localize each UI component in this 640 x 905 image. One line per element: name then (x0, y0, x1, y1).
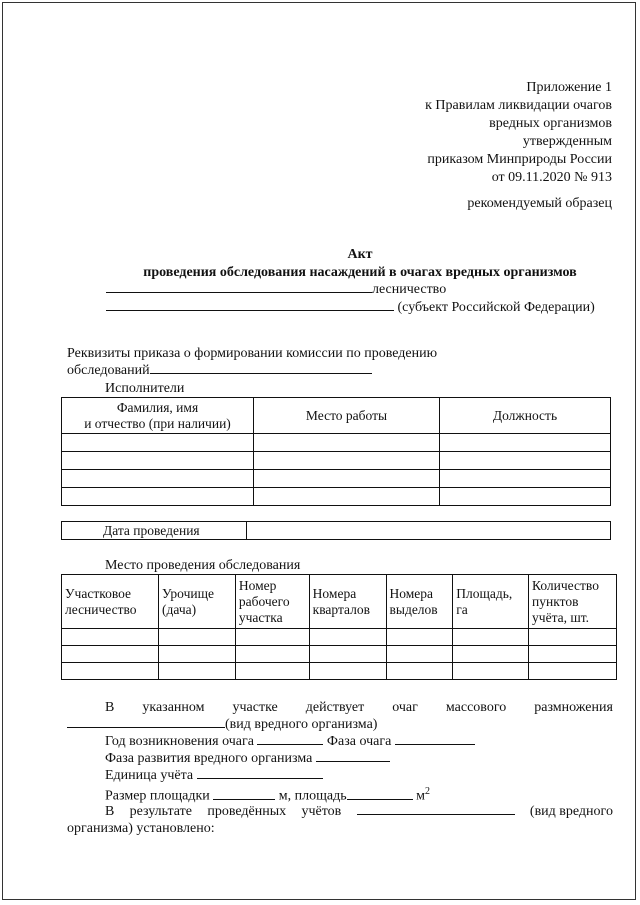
executors-table (61, 397, 611, 506)
header-line: утвержденным (522, 134, 612, 149)
table-row (62, 522, 611, 540)
text-word: размножения (534, 700, 613, 715)
text-word: действует (305, 700, 365, 715)
table-cell[interactable] (159, 646, 236, 663)
area-unit-sup: 2 (425, 786, 430, 797)
header-fullname (62, 398, 254, 434)
header-line: Приложение 1 (526, 80, 612, 95)
result-end: организма) установлено: (67, 821, 215, 836)
header-text: Фамилия, имя (116, 399, 199, 415)
year-label: Год возникновения очага (105, 734, 254, 749)
place-table (61, 574, 617, 680)
dev-phase-label: Фаза развития вредного организма (105, 751, 313, 766)
table-cell[interactable] (440, 452, 611, 470)
table-cell[interactable] (309, 663, 386, 680)
text-word: очаг (392, 700, 418, 715)
table-row (62, 488, 611, 506)
table-cell[interactable] (62, 488, 254, 506)
date-value-cell[interactable] (247, 522, 611, 540)
header-text: (дача) (162, 601, 197, 617)
subject-label: (субъект Российской Федерации) (397, 300, 595, 315)
requisites-blank[interactable] (150, 373, 372, 374)
header-district-forestry (62, 575, 159, 629)
table-cell[interactable] (62, 434, 254, 452)
text-word: В (105, 804, 115, 819)
header-text: га (456, 601, 468, 617)
table-cell[interactable] (254, 452, 440, 470)
table-cell[interactable] (453, 629, 529, 646)
table-cell[interactable] (529, 629, 617, 646)
date-label: Дата проведения (62, 522, 247, 540)
result-paragraph (105, 804, 613, 820)
table-row (62, 470, 611, 488)
table-cell[interactable] (440, 470, 611, 488)
plot-size-blank[interactable] (213, 799, 275, 800)
text-word: (вид вредного (529, 804, 613, 819)
header-text: Площадь, (456, 585, 513, 601)
phase-blank[interactable] (395, 744, 475, 745)
table-cell[interactable] (235, 663, 309, 680)
table-cell[interactable] (440, 434, 611, 452)
area-m-label: м, площадь (278, 788, 347, 804)
header-site-number (235, 575, 309, 629)
table-cell[interactable] (62, 452, 254, 470)
header-points-count (529, 575, 617, 629)
subject-line (106, 300, 595, 316)
table-cell[interactable] (309, 646, 386, 663)
organism-blank[interactable] (67, 727, 225, 728)
outbreak-paragraph (105, 700, 613, 716)
table-cell[interactable] (453, 646, 529, 663)
header-allotments (386, 575, 453, 629)
table-cell[interactable] (254, 488, 440, 506)
dev-phase-blank[interactable] (316, 761, 390, 762)
phase-label: Фаза очага (326, 734, 392, 749)
table-cell[interactable] (62, 663, 159, 680)
header-text: Номера (389, 585, 434, 601)
table-row (62, 452, 611, 470)
year-blank[interactable] (257, 744, 323, 745)
recommended-sample: рекомендуемый образец (467, 196, 612, 211)
table-cell[interactable] (159, 663, 236, 680)
header-tract (159, 575, 236, 629)
date-table (61, 521, 611, 540)
table-cell[interactable] (386, 629, 453, 646)
forestry-line (106, 282, 446, 298)
header-text: кварталов (312, 601, 371, 617)
table-header-row (62, 398, 611, 434)
place-label: Место проведения обследования (105, 558, 301, 573)
header-position: Должность (440, 398, 611, 434)
area-label: Размер площадки (105, 788, 210, 804)
header-area (453, 575, 529, 629)
act-subtitle: проведения обследования насаждений в очагах вредных организмов (143, 265, 577, 280)
requisites-label: обследований (67, 363, 150, 378)
table-cell[interactable] (529, 663, 617, 680)
text-word: В (105, 700, 115, 715)
table-cell[interactable] (62, 629, 159, 646)
table-cell[interactable] (235, 629, 309, 646)
text-word: результате (129, 804, 192, 819)
table-row (62, 663, 617, 680)
text-word: проведённых (207, 804, 287, 819)
area-unit: м (416, 788, 425, 804)
appendix-header (425, 79, 612, 187)
table-cell[interactable] (254, 470, 440, 488)
table-cell[interactable] (386, 646, 453, 663)
header-text: и отчество (при наличии) (84, 415, 231, 431)
table-row (62, 434, 611, 452)
table-cell[interactable] (453, 663, 529, 680)
area-line (105, 786, 430, 805)
text-word: участке (232, 700, 278, 715)
table-cell[interactable] (235, 646, 309, 663)
table-cell[interactable] (159, 629, 236, 646)
forestry-blank[interactable] (106, 292, 372, 293)
header-text: пунктов (532, 593, 579, 609)
unit-line (105, 768, 323, 784)
header-text: Номера (312, 585, 357, 601)
organism-line (67, 717, 377, 733)
table-row (62, 629, 617, 646)
unit-label: Единица учёта (105, 768, 194, 783)
header-text: Номер (238, 577, 277, 593)
header-text: рабочего (238, 593, 290, 609)
subject-blank[interactable] (106, 310, 394, 311)
table-cell[interactable] (309, 629, 386, 646)
header-text: Участковое (65, 585, 132, 601)
table-cell[interactable] (62, 470, 254, 488)
requisites-line1: Реквизиты приказа о формировании комиссии по проведению (67, 346, 438, 361)
result-blank[interactable] (357, 814, 515, 815)
unit-blank[interactable] (197, 778, 323, 779)
table-cell[interactable] (440, 488, 611, 506)
area-blank[interactable] (347, 799, 413, 800)
table-cell[interactable] (386, 663, 453, 680)
header-text: выделов (389, 601, 438, 617)
text-word: учётов (301, 804, 342, 819)
header-line: от 09.11.2020 № 913 (491, 170, 612, 185)
table-header-row (62, 575, 617, 629)
text-word: указанном (142, 700, 205, 715)
table-cell[interactable] (62, 646, 159, 663)
dev-phase-line (105, 751, 390, 767)
header-text: участка (238, 609, 283, 625)
header-quarters (309, 575, 386, 629)
year-line (105, 734, 475, 750)
header-workplace: Место работы (254, 398, 440, 434)
act-title: Акт (347, 247, 373, 262)
header-text: Количество (532, 577, 599, 593)
header-text: учёта, шт. (532, 609, 590, 625)
table-cell[interactable] (254, 434, 440, 452)
organism-label: (вид вредного организма) (225, 717, 378, 732)
forestry-label: лесничество (372, 282, 447, 297)
table-cell[interactable] (529, 646, 617, 663)
header-text: лесничество (65, 601, 137, 617)
header-line: к Правилам ликвидации очагов (425, 98, 612, 113)
header-line: вредных организмов (489, 116, 612, 131)
header-line: приказом Минприроды России (427, 152, 612, 167)
executors-label: Исполнители (105, 381, 185, 396)
header-text: Урочище (162, 585, 214, 601)
text-word: массового (445, 700, 507, 715)
requisites-line2 (67, 363, 372, 379)
table-row (62, 646, 617, 663)
